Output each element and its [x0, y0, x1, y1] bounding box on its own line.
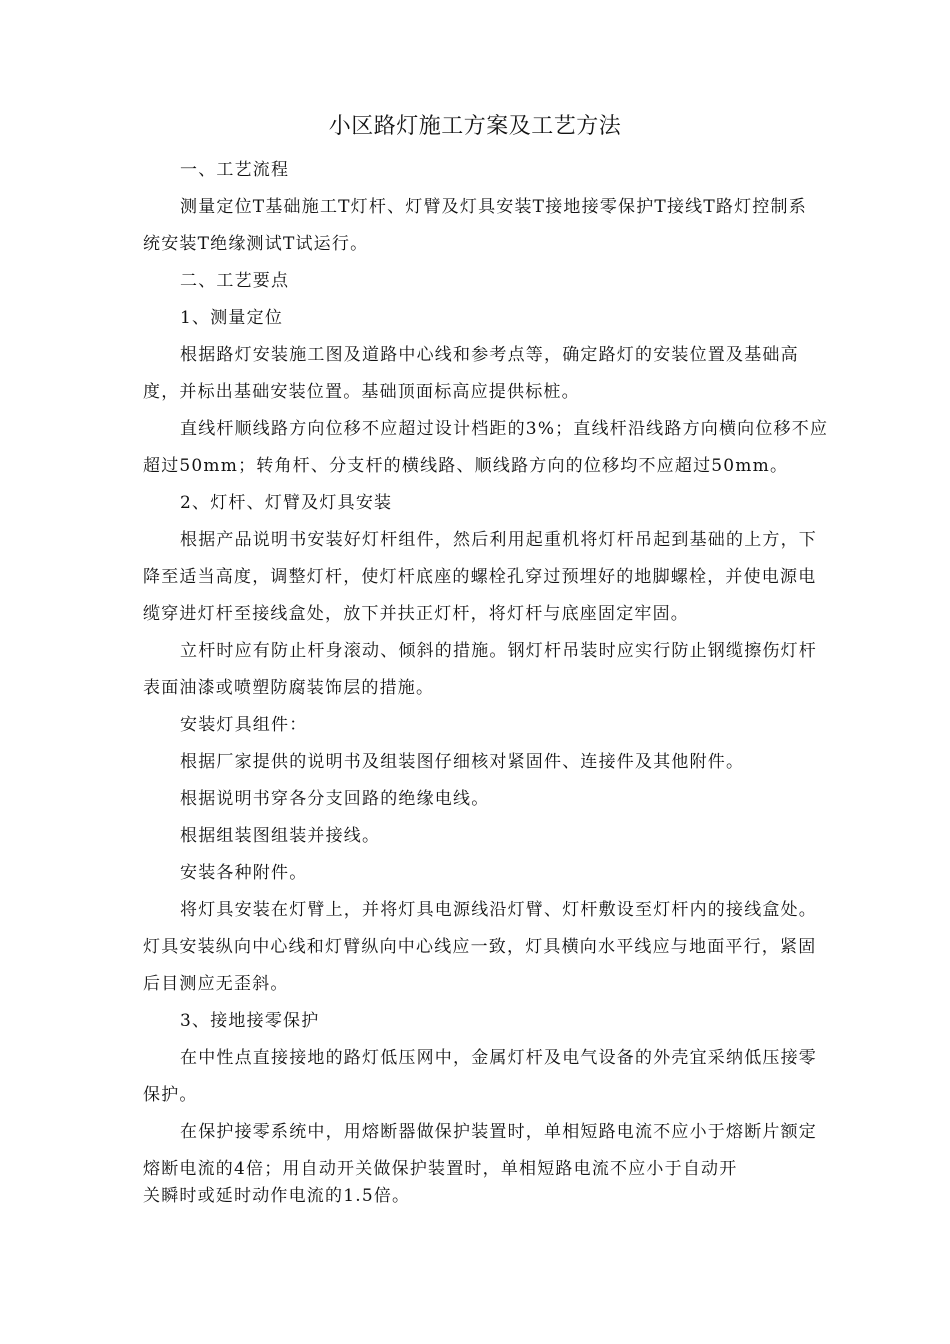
paragraph-line: 超过50mm；转角杆、分支杆的横线路、顺线路方向的位移均不应超过50mm。: [143, 456, 789, 476]
paragraph-line: 测量定位T基础施工T灯杆、灯臂及灯具安装T接地接零保护T接线T路灯控制系: [180, 197, 807, 217]
paragraph-line: 度，并标出基础安装位置。基础顶面标高应提供标桩。: [143, 382, 580, 402]
section-heading: 二、工艺要点: [180, 271, 290, 291]
paragraph-line: 熔断电流的4倍；用自动开关做保护装置时，单相短路电流不应小于自动开: [143, 1159, 738, 1179]
paragraph-line: 安装灯具组件：: [180, 715, 308, 735]
paragraph-line: 根据组装图组装并接线。: [180, 826, 381, 846]
section-heading: 一、工艺流程: [180, 160, 290, 180]
paragraph-line: 统安装T绝缘测试T试运行。: [143, 234, 369, 254]
subsection-heading: 2、灯杆、灯臂及灯具安装: [180, 493, 393, 513]
paragraph-line: 立杆时应有防止杆身滚动、倾斜的措施。钢灯杆吊装时应实行防止钢缆擦伤灯杆: [180, 641, 817, 661]
paragraph-line: 直线杆顺线路方向位移不应超过设计档距的3%；直线杆沿线路方向横向位移不应: [180, 419, 829, 439]
document-title: 小区路灯施工方案及工艺方法: [328, 114, 622, 139]
paragraph-line: 缆穿进灯杆至接线盒处，放下并扶正灯杆，将灯杆与底座固定牢固。: [143, 604, 689, 624]
paragraph-line: 降至适当高度，调整灯杆，使灯杆底座的螺栓孔穿过预埋好的地脚螺栓，并使电源电: [143, 567, 817, 587]
paragraph-line: 关瞬时或延时动作电流的1.5倍。: [143, 1186, 411, 1206]
subsection-heading: 3、接地接零保护: [180, 1011, 320, 1031]
paragraph-line: 根据产品说明书安装好灯杆组件，然后利用起重机将灯杆吊起到基础的上方，下: [180, 530, 817, 550]
paragraph-line: 在中性点直接接地的路灯低压网中，金属灯杆及电气设备的外壳宜采纳低压接零: [180, 1048, 817, 1068]
paragraph-line: 灯具安装纵向中心线和灯臂纵向中心线应一致，灯具横向水平线应与地面平行，紧固: [143, 937, 817, 957]
paragraph-line: 将灯具安装在灯臂上，并将灯具电源线沿灯臂、灯杆敷设至灯杆内的接线盒处。: [180, 900, 817, 920]
paragraph-line: 保护。: [143, 1085, 198, 1105]
paragraph-line: 根据路灯安装施工图及道路中心线和参考点等，确定路灯的安装位置及基础高: [180, 345, 799, 365]
paragraph-line: 表面油漆或喷塑防腐装饰层的措施。: [143, 678, 435, 698]
paragraph-line: 安装各种附件。: [180, 863, 308, 883]
subsection-heading: 1、测量定位: [180, 308, 284, 328]
paragraph-line: 根据厂家提供的说明书及组装图仔细核对紧固件、连接件及其他附件。: [180, 752, 745, 772]
paragraph-line: 后目测应无歪斜。: [143, 974, 289, 994]
paragraph-line: 在保护接零系统中，用熔断器做保护装置时，单相短路电流不应小于熔断片额定: [180, 1122, 817, 1142]
paragraph-line: 根据说明书穿各分支回路的绝缘电线。: [180, 789, 490, 809]
